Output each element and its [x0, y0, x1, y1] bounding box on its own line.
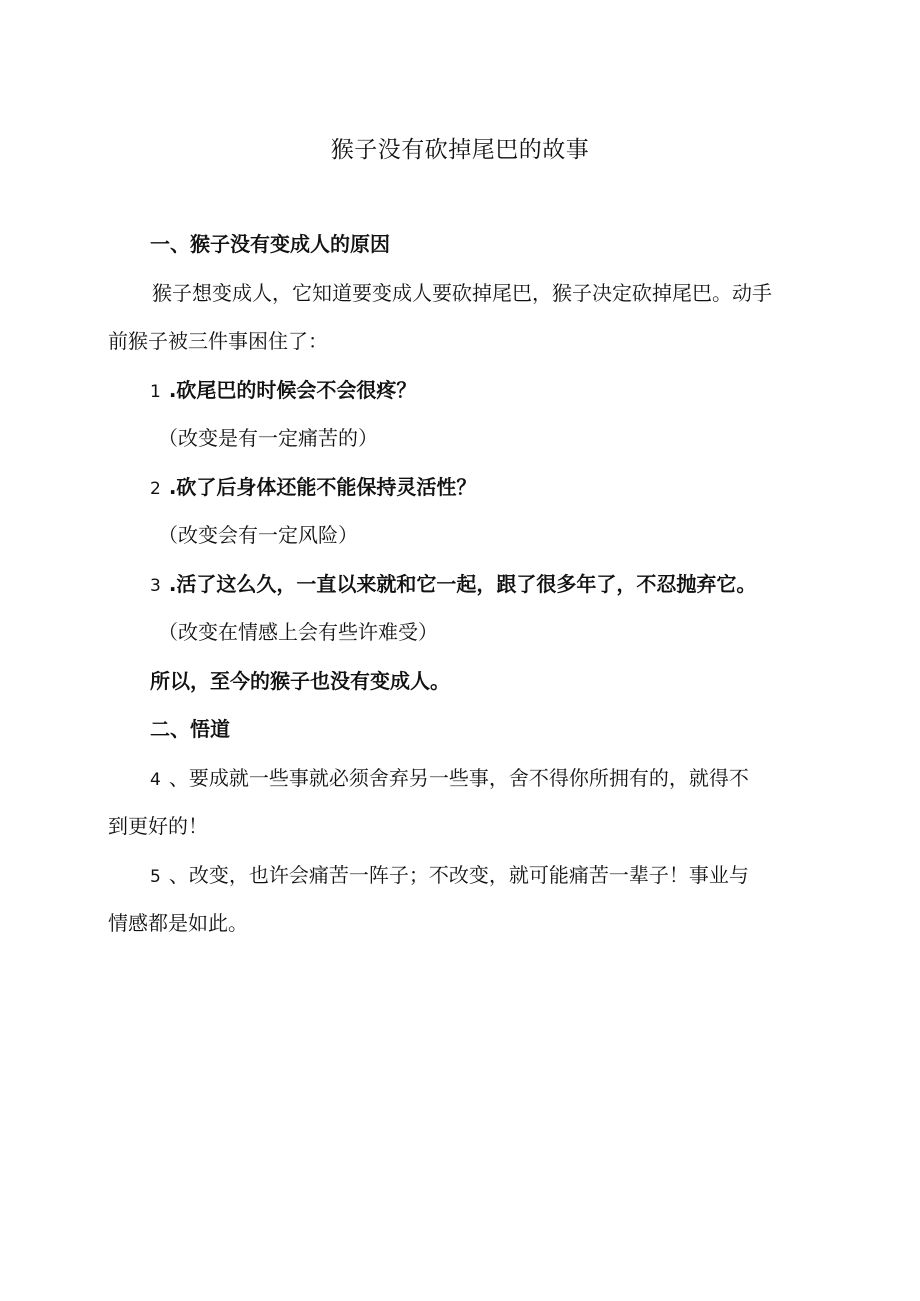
point-5-line-1 — [150, 860, 749, 892]
item-1-number: 1 — [150, 382, 161, 402]
point-5-line-2: 情感都是如此。 — [108, 911, 248, 935]
point-4-line-1 — [150, 763, 749, 795]
item-2-number: 2 — [150, 479, 161, 499]
item-2-note: （改变会有一定风险） — [158, 523, 358, 547]
section2-heading: 二、悟道 — [150, 717, 230, 741]
intro-line-2: 前猴子被三件事困住了： — [108, 329, 328, 353]
item-3-number: 3 — [150, 576, 161, 596]
intro-line-1: 猴子想变成人，它知道要变成人要砍掉尾巴，猴子决定砍掉尾巴。动手 — [152, 281, 772, 305]
item-2-text: .砍了后身体还能不能保持灵活性？ — [168, 475, 477, 499]
section1-heading: 一、猴子没有变成人的原因 — [150, 232, 390, 256]
item-1-note: （改变是有一定痛苦的） — [158, 426, 378, 450]
point-4-text: 、要成就一些事就必须舍弃另一些事，舍不得你所拥有的，就得不 — [168, 766, 749, 790]
item-1 — [150, 375, 416, 407]
section1-conclusion: 所以，至今的猴子也没有变成人。 — [150, 669, 450, 693]
item-3 — [150, 569, 756, 601]
point-4-number: 4 — [150, 770, 161, 790]
item-3-note: （改变在情感上会有些许难受） — [158, 620, 438, 644]
point-5-number: 5 — [150, 867, 161, 887]
item-1-text: .砍尾巴的时候会不会很疼？ — [168, 378, 417, 402]
point-5-text: 、改变，也许会痛苦一阵子；不改变，就可能痛苦一辈子！事业与 — [168, 863, 749, 887]
item-3-text: .活了这么久，一直以来就和它一起，跟了很多年了，不忍抛弃它。 — [168, 572, 757, 596]
page-title: 猴子没有砍掉尾巴的故事 — [330, 137, 590, 163]
point-4-line-2: 到更好的！ — [108, 814, 208, 838]
item-2 — [150, 472, 476, 504]
